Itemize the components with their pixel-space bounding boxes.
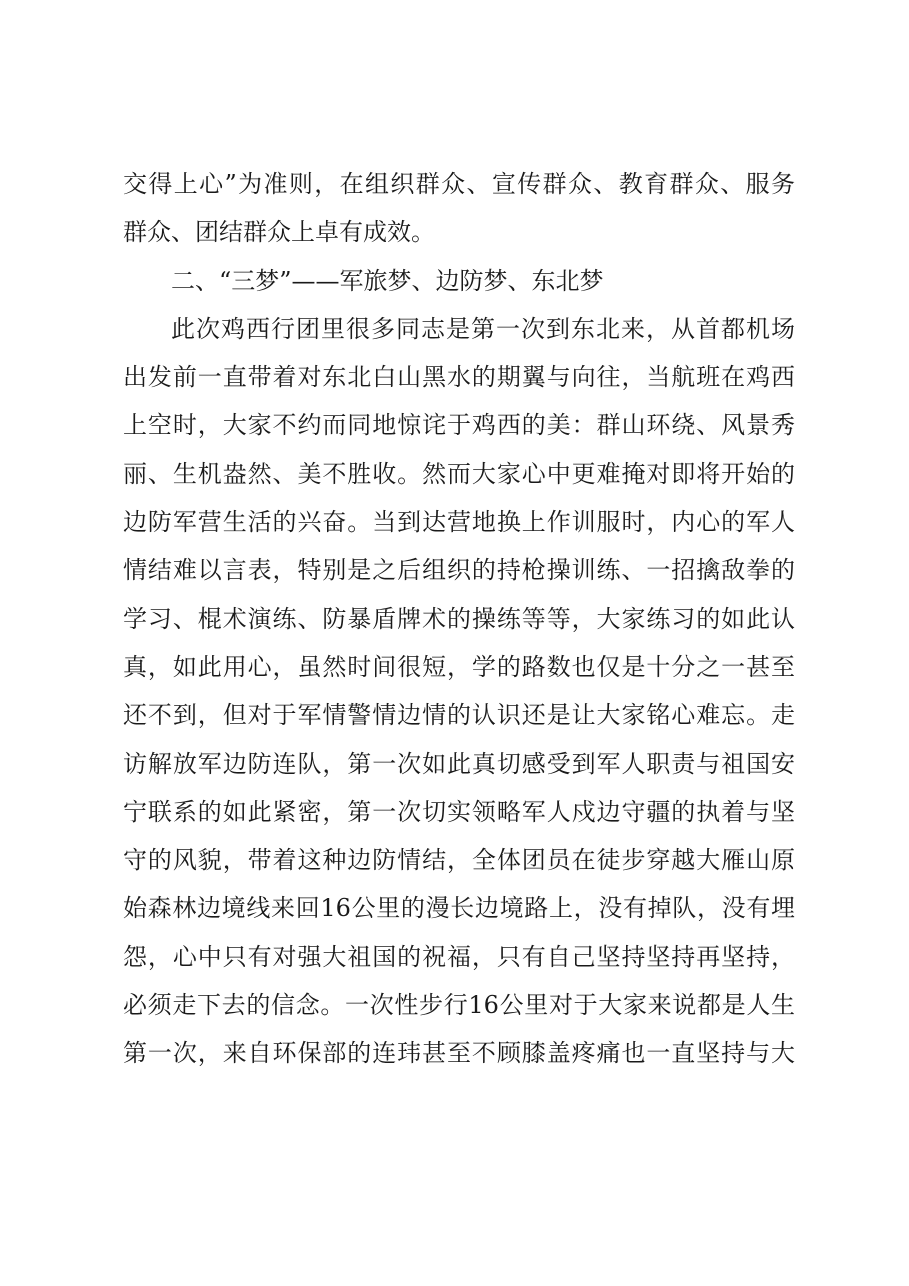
section-heading: 二、“三梦”——军旅梦、边防梦、东北梦	[171, 266, 604, 295]
paragraph-line: 第一次，来自环保部的连玮甚至不顾膝盖疼痛也一直坚持与大	[123, 1039, 795, 1068]
paragraph-line: 始森林边境线来回16公里的漫长边境路上，没有掉队，没有埋	[123, 894, 795, 923]
paragraph-line: 还不到，但对于军情警情边情的认识还是让大家铭心难忘。走	[123, 701, 795, 730]
paragraph-line: 怨，心中只有对强大祖国的祝福，只有自己坚持坚持再坚持，	[123, 942, 795, 971]
paragraph-line: 真，如此用心，虽然时间很短，学的路数也仅是十分之一甚至	[123, 652, 795, 681]
paragraph-line: 宁联系的如此紧密，第一次切实领略军人戍边守疆的执着与坚	[123, 797, 795, 826]
paragraph-line: 出发前一直带着对东北白山黑水的期翼与向往，当航班在鸡西	[123, 363, 795, 392]
paragraph-line: 学习、棍术演练、防暴盾牌术的操练等等，大家练习的如此认	[123, 604, 795, 633]
paragraph-line: 交得上心”为准则，在组织群众、宣传群众、教育群众、服务	[123, 170, 795, 198]
paragraph-line: 边防军营生活的兴奋。当到达营地换上作训服时，内心的军人	[123, 508, 795, 537]
paragraph-line: 丽、生机盎然、美不胜收。然而大家心中更难掩对即将开始的	[123, 459, 795, 488]
paragraph-line: 必须走下去的信念。一次性步行16公里对于大家来说都是人生	[123, 991, 795, 1020]
paragraph-line: 访解放军边防连队，第一次如此真切感受到军人职责与祖国安	[123, 749, 795, 778]
document-body	[123, 160, 795, 1078]
paragraph-line: 情结难以言表，特别是之后组织的持枪操训练、一招擒敌拳的	[123, 556, 795, 585]
paragraph-line: 守的风貌，带着这种边防情结，全体团员在徒步穿越大雁山原	[123, 846, 795, 875]
paragraph-line: 上空时，大家不约而同地惊诧于鸡西的美：群山环绕、风景秀	[123, 411, 795, 440]
paragraph-line: 此次鸡西行团里很多同志是第一次到东北来，从首都机场	[171, 314, 795, 343]
paragraph-line: 群众、团结群众上卓有成效。	[123, 218, 435, 247]
